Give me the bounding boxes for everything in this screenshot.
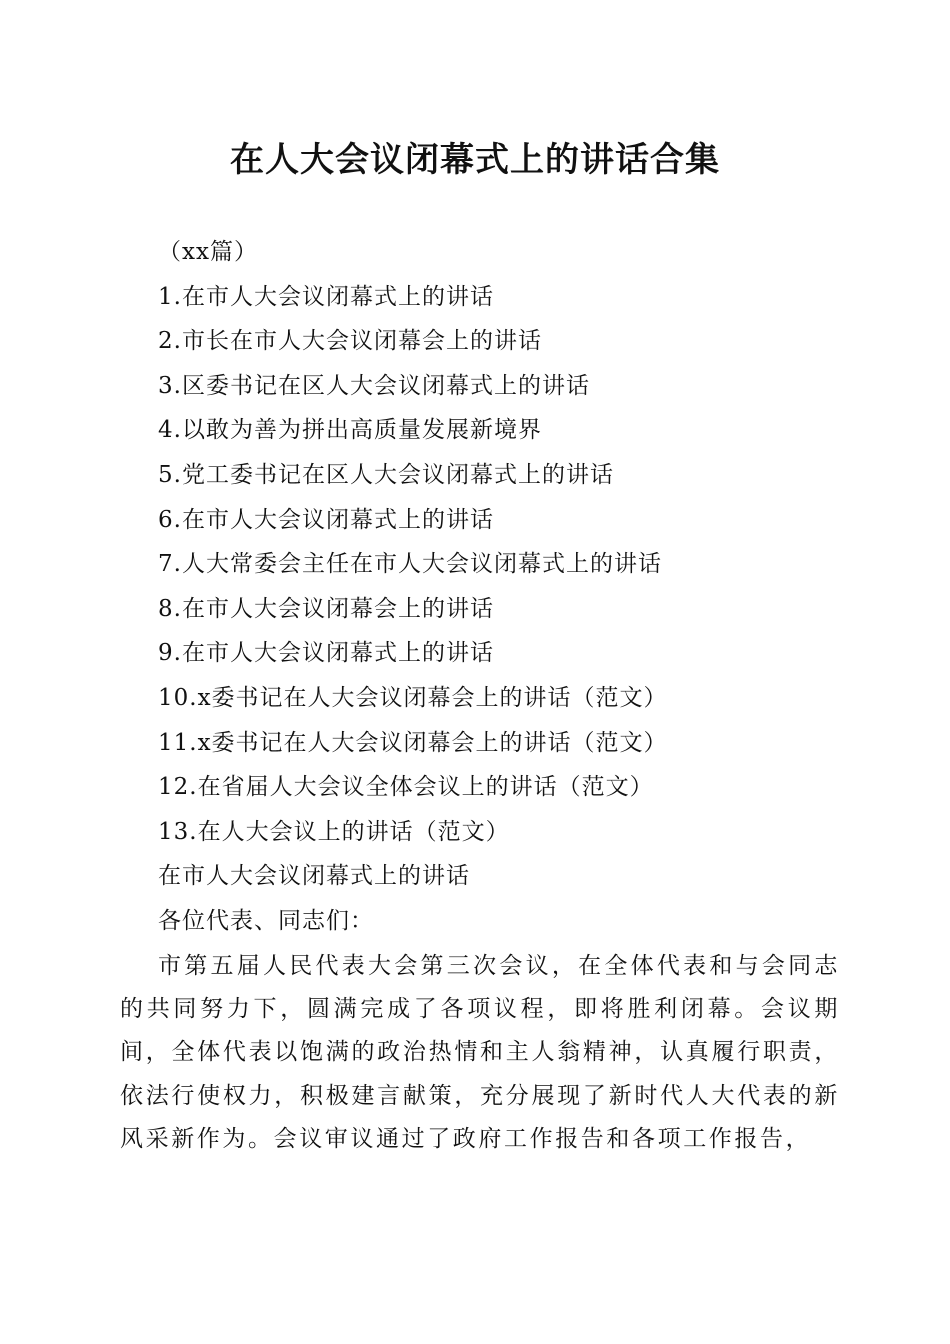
toc-item: 9.在市人大会议闭幕式上的讲话 bbox=[158, 640, 494, 667]
toc-item: 11.x委书记在人大会议闭幕会上的讲话（范文） bbox=[158, 729, 668, 756]
toc-item: 8.在市人大会议闭幕会上的讲话 bbox=[158, 595, 494, 622]
section-heading: 在市人大会议闭幕式上的讲话 bbox=[158, 863, 470, 890]
table-of-contents bbox=[158, 230, 668, 944]
salutation: 各位代表、同志们： bbox=[158, 907, 374, 934]
body-paragraph: 市第五届人民代表大会第三次会议，在全体代表和与会同志的共同努力下，圆满完成了各项议程，即将胜利闭幕。会议期间，全体代表以饱满的政治热情和主人翁精神，认真履行职责，依法行使权力，积极建言献策，充分展现了新时代人大代表的新风采新作为。会议审议通过了政府工作报告和各项工作报告， bbox=[120, 953, 840, 1152]
count-note: （xx篇） bbox=[158, 239, 258, 265]
toc-item: 12.在省届人大会议全体会议上的讲话（范文） bbox=[158, 774, 654, 801]
toc-item: 2.市长在市人大会议闭幕会上的讲话 bbox=[158, 328, 542, 355]
toc-item: 3.区委书记在区人大会议闭幕式上的讲话 bbox=[158, 372, 590, 399]
toc-item: 10.x委书记在人大会议闭幕会上的讲话（范文） bbox=[158, 684, 668, 711]
toc-item: 13.在人大会议上的讲话（范文） bbox=[158, 818, 510, 845]
toc-item: 1.在市人大会议闭幕式上的讲话 bbox=[158, 283, 494, 310]
toc-item: 5.党工委书记在区人大会议闭幕式上的讲话 bbox=[158, 461, 614, 488]
document-title: 在人大会议闭幕式上的讲话合集 bbox=[230, 140, 720, 180]
toc-item: 7.人大常委会主任在市人大会议闭幕式上的讲话 bbox=[158, 551, 662, 578]
toc-item: 4.以敢为善为拼出高质量发展新境界 bbox=[158, 417, 542, 444]
toc-item: 6.在市人大会议闭幕式上的讲话 bbox=[158, 506, 494, 533]
